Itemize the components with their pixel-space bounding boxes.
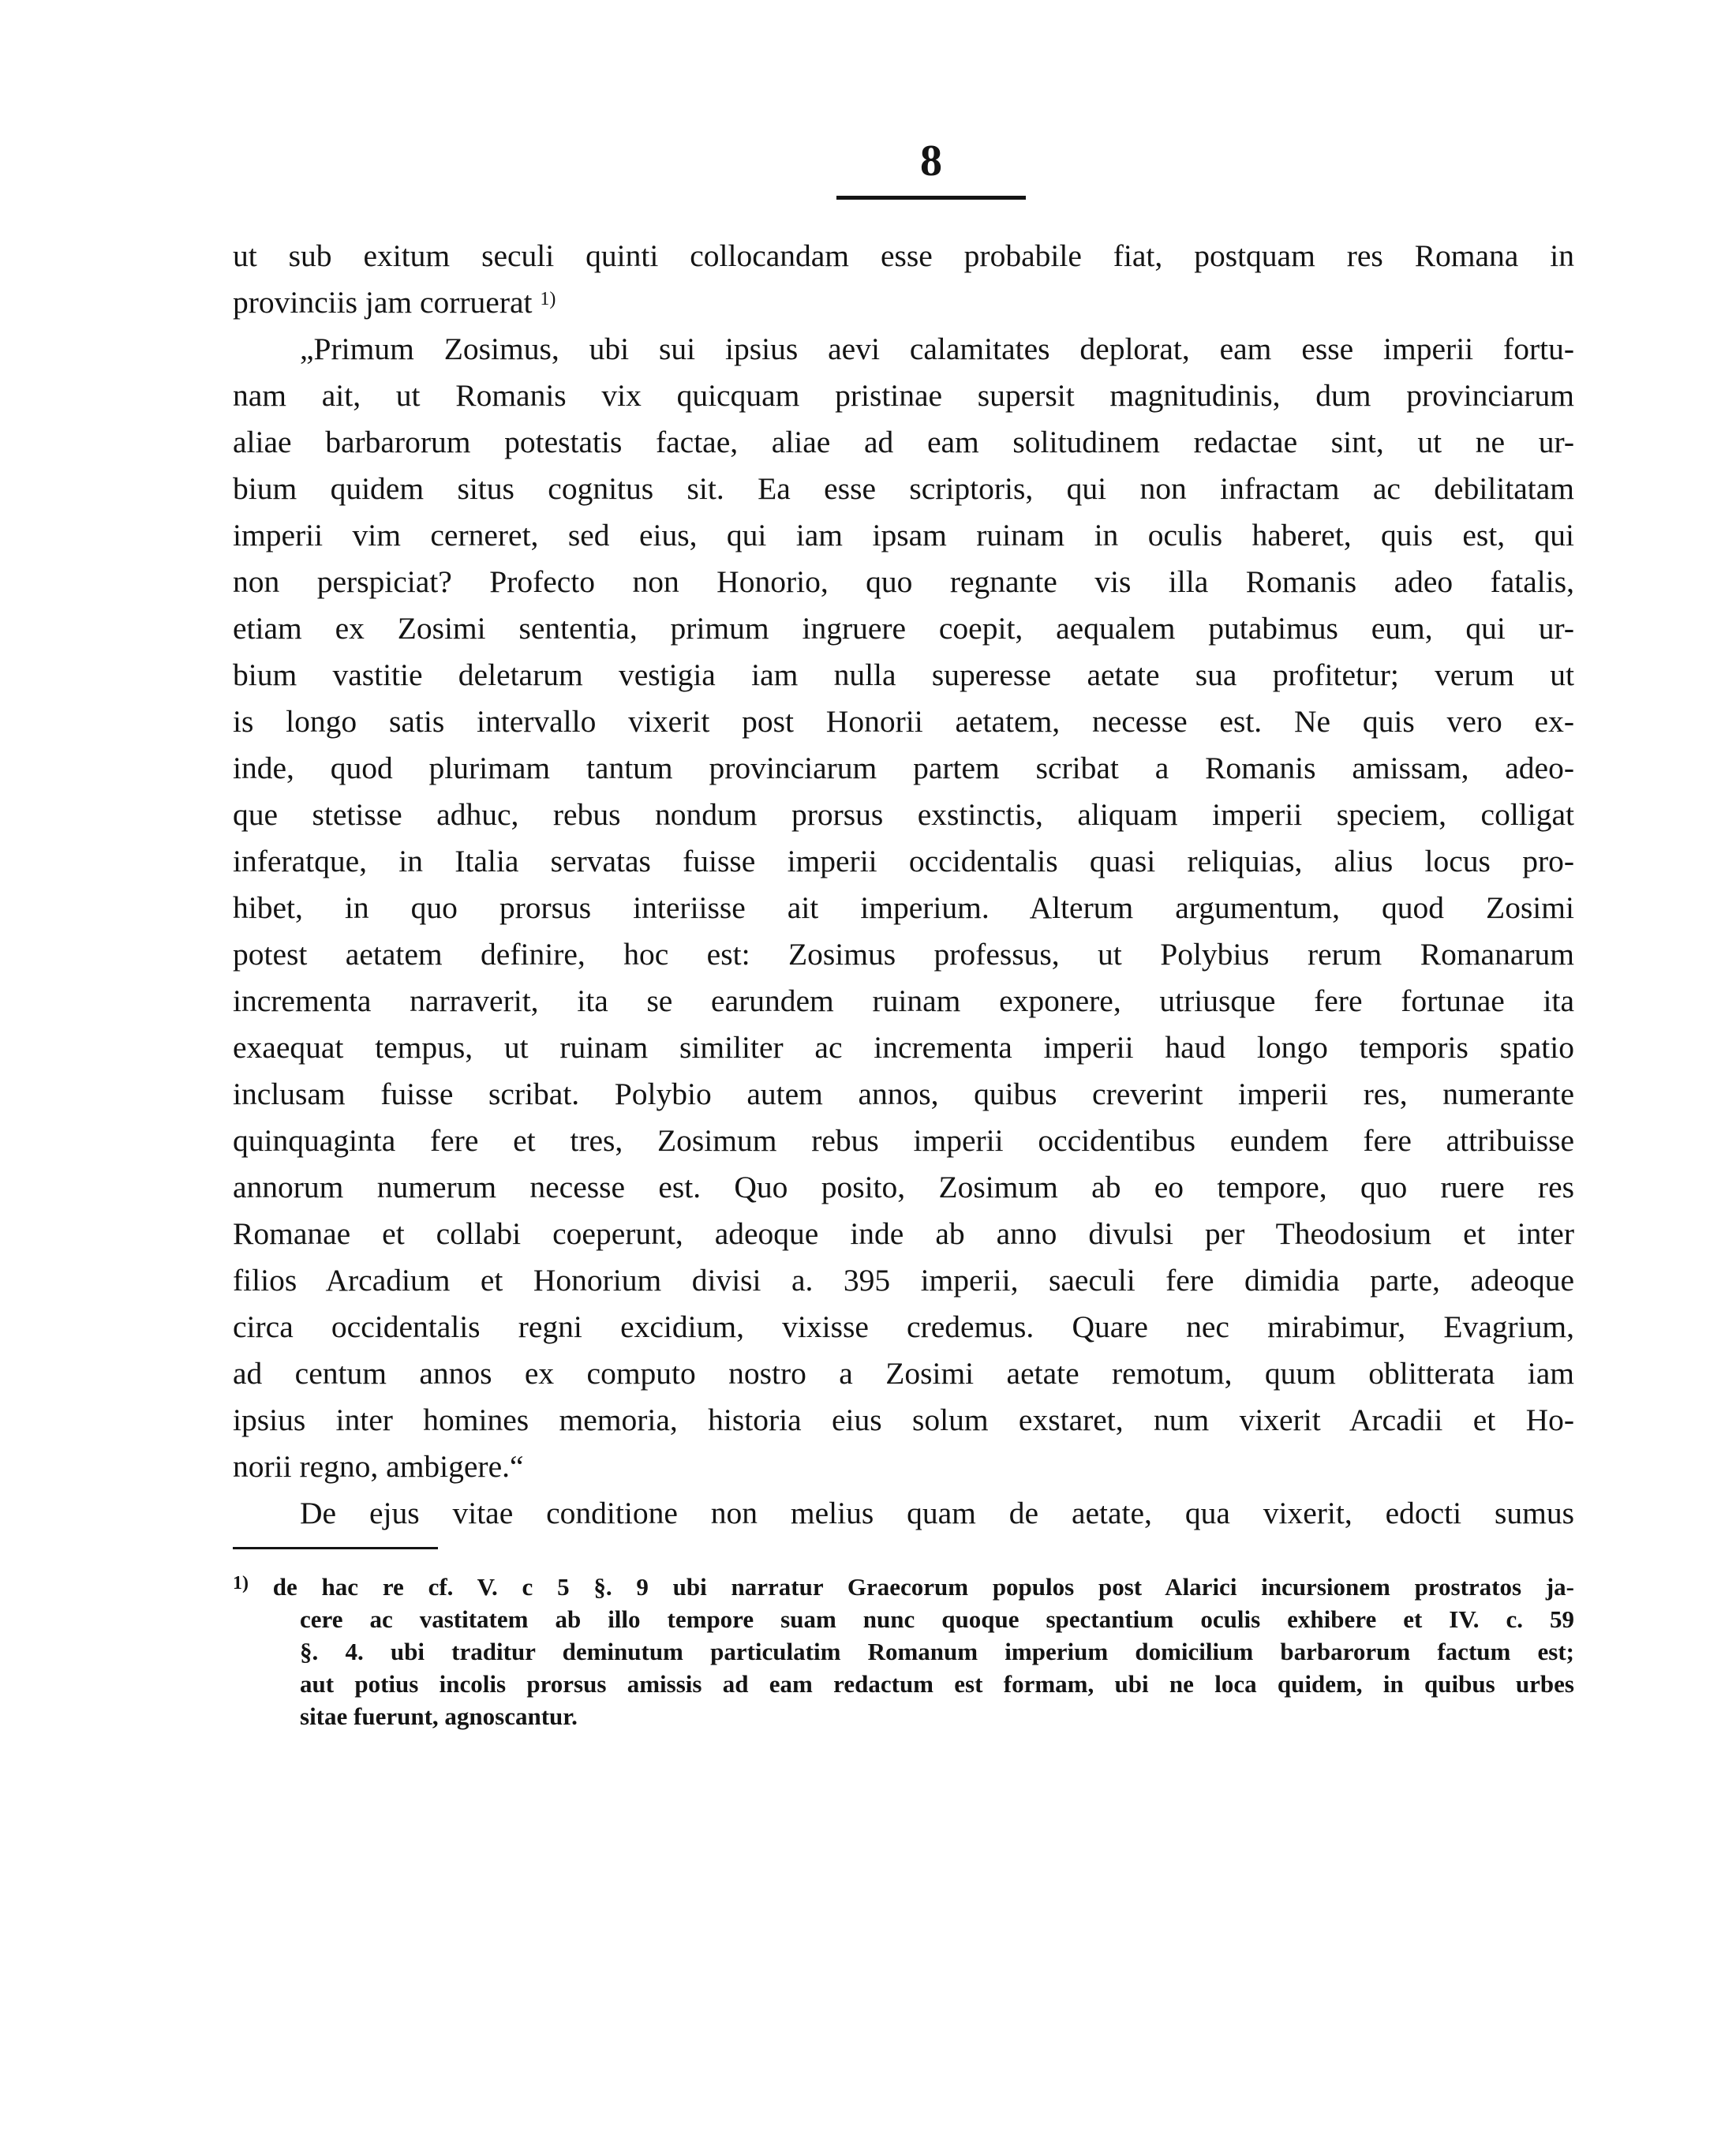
text-line: De ejus vitae conditione non melius quam de aetate, qua vixerit, edocti sumus [300,1496,1574,1530]
text-line: potest aetatem definire, hoc est: Zosimus professus, ut Polybius rerum Romanarum [233,937,1574,972]
footnote-line: $^{1)}$ de hac re cf. V. c 5 §. 9 ubi narratur Graecorum populos post Alarici incursionem prostratos ja- [233,1573,1574,1601]
text-line: inclusam fuisse scribat. Polybio autem annos, quibus creverint imperii res, numerante [233,1077,1574,1111]
text-line: quinquaginta fere et tres, Zosimum rebus imperii occidentibus eundem fere attribuisse [233,1123,1574,1158]
text-line: Romanae et collabi coeperunt, adeoque inde ab anno divulsi per Theodosium et inter [233,1216,1574,1251]
footnote-line: cere ac vastitatem ab illo tempore suam nunc quoque spectantium oculis exhibere et IV. c. 59 [300,1605,1574,1633]
footnote-line: §. 4. ubi traditur deminutum particulatim Romanum imperium domicilium barbarorum factum est; [300,1638,1574,1665]
footnote-marker: 1) [233,1573,249,1594]
page-number-rule [836,196,1026,200]
text-line: exaequat tempus, ut ruinam similiter ac incrementa imperii haud longo temporis spatio [233,1030,1574,1065]
text-line: circa occidentalis regni excidium, vixisse credemus. Quare nec mirabimur, Evagrium, [233,1309,1574,1344]
text-line: inferatque, in Italia servatas fuisse imperii occidentalis quasi reliquias, alius locus pro- [233,844,1574,878]
body-text [233,233,1574,1537]
text-line: „Primum Zosimus, ubi sui ipsius aevi calamitates deplorat, eam esse imperii fortu- [300,331,1574,366]
text-line: is longo satis intervallo vixerit post Honorii aetatem, necesse est. Ne quis vero ex- [233,704,1574,739]
footnote-line: aut potius incolis prorsus amissis ad eam redactum est formam, ubi ne loca quidem, in quibus urbes [300,1670,1574,1698]
text-line: imperii vim cerneret, sed eius, qui iam ipsam ruinam in oculis haberet, quis est, qui [233,518,1574,552]
text-line: ut sub exitum seculi quinti collocandam esse probabile fiat, postquam res Romana in [233,238,1574,273]
text-line: incrementa narraverit, ita se earundem ruinam exponere, utriusque fere fortunae ita [233,983,1574,1018]
text-line: ipsius inter homines memoria, historia eius solum exstaret, num vixerit Arcadii et Ho- [233,1403,1574,1437]
text-line: annorum numerum necesse est. Quo posito, Zosimum ab eo tempore, quo ruere res [233,1170,1574,1204]
text-line: nam ait, ut Romanis vix quicquam pristinae supersit magnitudinis, dum provinciarum [233,378,1574,413]
footnote-divider [233,1547,438,1549]
text-line: non perspiciat? Profecto non Honorio, quo regnante vis illa Romanis adeo fatalis, [233,564,1574,599]
text-line: provinciis jam corruerat $^{1)}$ [233,285,556,320]
footnote [233,1571,1574,1732]
text-line: inde, quod plurimam tantum provinciarum partem scribat a Romanis amissam, adeo- [233,751,1574,785]
footnote-reference: 1) [540,289,556,309]
text-line: bium quidem situs cognitus sit. Ea esse scriptoris, qui non infractam ac debilitatam [233,471,1574,506]
page-number: 8 [920,137,942,185]
text-line: norii regno, ambigere.“ [233,1449,524,1484]
text-line: bium vastitie deletarum vestigia iam nulla superesse aetate sua profitetur; verum ut [233,657,1574,692]
text-line: etiam ex Zosimi sententia, primum ingruere coepit, aequalem putabimus eum, qui ur- [233,611,1574,646]
text-line: aliae barbarorum potestatis factae, aliae ad eam solitudinem redactae sint, ut ne ur- [233,425,1574,459]
text-line: filios Arcadium et Honorium divisi a. 395 imperii, saeculi fere dimidia parte, adeoque [233,1263,1574,1298]
text-line: que stetisse adhuc, rebus nondum prorsus exstinctis, aliquam imperii speciem, colligat [233,797,1574,832]
text-line: ad centum annos ex computo nostro a Zosimi aetate remotum, quum oblitterata iam [233,1356,1574,1391]
footnote-line: sitae fuerunt, agnoscantur. [300,1702,578,1730]
text-line: hibet, in quo prorsus interiisse ait imperium. Alterum argumentum, quod Zosimi [233,890,1574,925]
